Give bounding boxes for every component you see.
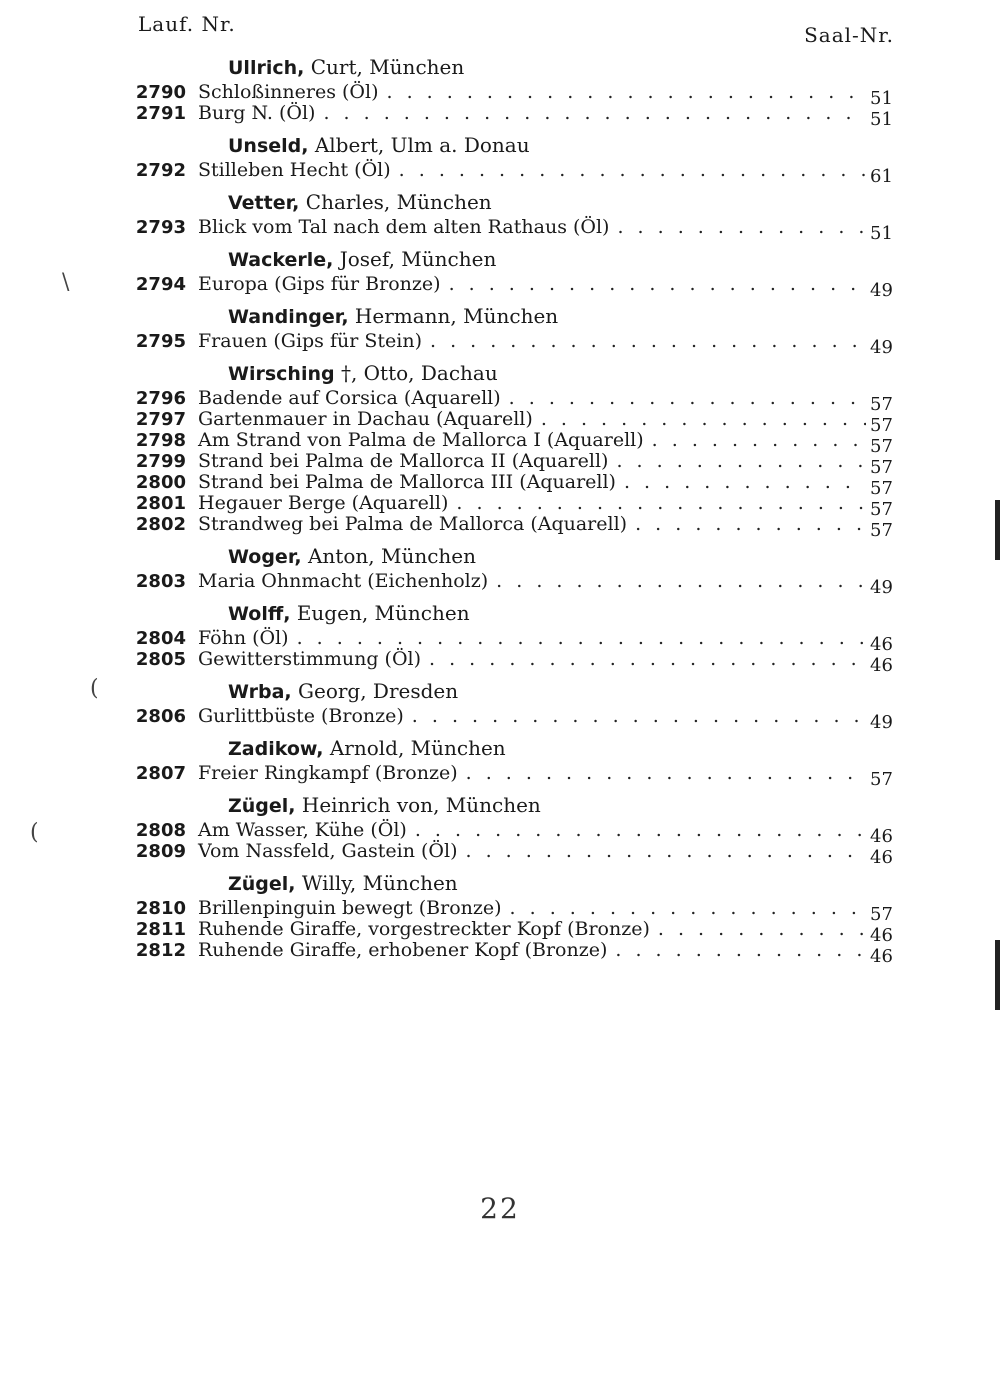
- entry-number: 2805: [135, 649, 186, 670]
- dot-leader: [412, 706, 866, 727]
- entry-room-number: 49: [870, 712, 893, 733]
- artist-detail: Hermann, München: [354, 304, 559, 328]
- entry-room-number: 57: [870, 478, 893, 499]
- entry-number: 2808: [135, 820, 186, 841]
- catalog-entry: [120, 471, 900, 499]
- entry-title: Schloßinneres (Öl): [198, 81, 379, 103]
- artist-heading: [228, 130, 900, 160]
- artist-group: [120, 598, 900, 676]
- entry-title: Frauen (Gips für Stein): [198, 330, 422, 352]
- dot-leader: [466, 841, 867, 862]
- artist-detail: Josef, München: [339, 247, 497, 271]
- artist-name: Wirsching: [228, 363, 335, 385]
- entry-title: Europa (Gips für Bronze): [198, 273, 441, 295]
- entry-title: Gewitterstimmung (Öl): [198, 648, 422, 670]
- catalog-entry: [120, 216, 900, 244]
- margin-pencil-mark: \: [62, 270, 70, 295]
- catalog-entry: [120, 387, 900, 415]
- entry-number: 2804: [135, 628, 186, 649]
- catalog-entry: [120, 939, 900, 967]
- entry-room-number: 57: [870, 436, 893, 457]
- dot-leader: [466, 763, 866, 784]
- dot-leader: [617, 217, 866, 238]
- artist-heading: [228, 598, 900, 628]
- entry-room-number: 51: [870, 88, 893, 109]
- artist-detail: Albert, Ulm a. Donau: [314, 133, 530, 157]
- dot-leader: [652, 430, 866, 451]
- page-header: [0, 8, 1000, 48]
- entry-number: 2801: [135, 493, 186, 514]
- entry-title: Ruhende Giraffe, vorgestreckter Kopf (Bronze): [198, 918, 650, 940]
- entry-number: 2799: [135, 451, 186, 472]
- artist-group: [120, 733, 900, 790]
- artist-name: Woger,: [228, 546, 302, 568]
- entry-room-number: 49: [870, 577, 893, 598]
- artist-name: Zügel,: [228, 795, 296, 817]
- catalog-entry: [120, 570, 900, 598]
- entry-room-number: 46: [870, 946, 893, 967]
- catalog-entry: [120, 762, 900, 790]
- entry-title: Strandweg bei Palma de Mallorca (Aquarell): [198, 513, 628, 535]
- entry-title: Föhn (Öl): [198, 627, 289, 649]
- entry-number: 2803: [135, 571, 186, 592]
- entry-title: Vom Nassfeld, Gastein (Öl): [198, 840, 458, 862]
- artist-heading: [228, 733, 900, 763]
- entry-number: 2806: [135, 706, 186, 727]
- artist-heading: [228, 868, 900, 898]
- dot-leader: [496, 571, 866, 592]
- entry-number: 2795: [135, 331, 186, 352]
- entry-title: Am Wasser, Kühe (Öl): [198, 819, 407, 841]
- catalog-entry: [120, 330, 900, 358]
- artist-name: Wackerle,: [228, 249, 334, 271]
- entry-number: 2790: [135, 82, 186, 103]
- margin-pencil-mark: (: [30, 820, 39, 845]
- entry-room-number: 61: [870, 166, 893, 187]
- dot-leader: [624, 472, 866, 493]
- running-number-column-label: Lauf. Nr.: [138, 12, 236, 36]
- entry-title: Freier Ringkampf (Bronze): [198, 762, 458, 784]
- dot-leader: [429, 649, 866, 670]
- artist-detail: Heinrich von, München: [301, 793, 541, 817]
- dot-leader: [399, 160, 866, 181]
- dot-leader: [616, 451, 866, 472]
- artist-name: Zügel,: [228, 873, 296, 895]
- entry-number: 2797: [135, 409, 186, 430]
- artist-detail: †, Otto, Dachau: [340, 361, 498, 385]
- entry-number: 2812: [135, 940, 186, 961]
- entry-number: 2792: [135, 160, 186, 181]
- artist-heading: [228, 187, 900, 217]
- page-edge-mark: [995, 500, 1000, 560]
- catalog-entry: [120, 159, 900, 187]
- artist-group: [120, 868, 900, 967]
- entry-title: Maria Ohnmacht (Eichenholz): [198, 570, 489, 592]
- artist-heading: [228, 541, 900, 571]
- artist-name: Wandinger,: [228, 306, 349, 328]
- artist-group: [120, 52, 900, 130]
- artist-heading: [228, 52, 900, 82]
- artist-name: Vetter,: [228, 192, 300, 214]
- catalog-entry: [120, 648, 900, 676]
- entry-room-number: 51: [870, 109, 893, 130]
- artist-group: [120, 301, 900, 358]
- entry-room-number: 57: [870, 904, 893, 925]
- dot-leader: [541, 409, 866, 430]
- entry-title: Blick vom Tal nach dem alten Rathaus (Öl): [198, 216, 610, 238]
- entry-room-number: 57: [870, 415, 893, 436]
- entry-room-number: 57: [870, 394, 893, 415]
- artist-detail: Willy, München: [301, 871, 458, 895]
- entry-room-number: 57: [870, 457, 893, 478]
- artist-detail: Arnold, München: [329, 736, 506, 760]
- artist-group: [120, 358, 900, 541]
- artist-name: Wrba,: [228, 681, 292, 703]
- entry-number: 2798: [135, 430, 186, 451]
- dot-leader: [387, 82, 867, 103]
- dot-leader: [658, 919, 866, 940]
- artist-detail: Anton, München: [307, 544, 477, 568]
- artist-detail: Curt, München: [310, 55, 465, 79]
- entry-title: Brillenpinguin bewegt (Bronze): [198, 897, 502, 919]
- entry-title: Hegauer Berge (Aquarell): [198, 492, 449, 514]
- page-edge-mark: [995, 940, 1000, 1010]
- entry-number: 2796: [135, 388, 186, 409]
- margin-pencil-mark: (: [90, 676, 99, 701]
- entry-title: Ruhende Giraffe, erhobener Kopf (Bronze): [198, 939, 608, 961]
- entry-number: 2810: [135, 898, 186, 919]
- catalog-list: [120, 52, 900, 967]
- dot-leader: [323, 103, 866, 124]
- artist-heading: [228, 358, 900, 388]
- dot-leader: [449, 274, 866, 295]
- artist-name: Unseld,: [228, 135, 309, 157]
- entry-title: Badende auf Corsica (Aquarell): [198, 387, 501, 409]
- dot-leader: [615, 940, 866, 961]
- catalog-entry: [120, 897, 900, 925]
- artist-group: [120, 187, 900, 244]
- page-number: 22: [480, 1192, 520, 1225]
- dot-leader: [297, 628, 866, 649]
- entry-room-number: 49: [870, 337, 893, 358]
- dot-leader: [415, 820, 866, 841]
- catalog-entry: [120, 492, 900, 520]
- artist-group: [120, 541, 900, 598]
- entry-title: Am Strand von Palma de Mallorca I (Aquarell): [198, 429, 644, 451]
- entry-title: Stilleben Hecht (Öl): [198, 159, 391, 181]
- dot-leader: [430, 331, 866, 352]
- artist-heading: [228, 676, 900, 706]
- catalog-entry: [120, 273, 900, 301]
- artist-detail: Eugen, München: [296, 601, 470, 625]
- artist-name: Ullrich,: [228, 57, 305, 79]
- entry-room-number: 57: [870, 520, 893, 541]
- entry-number: 2809: [135, 841, 186, 862]
- artist-heading: [228, 244, 900, 274]
- dot-leader: [456, 493, 866, 514]
- entry-room-number: 46: [870, 655, 893, 676]
- catalog-entry: [120, 918, 900, 946]
- entry-number: 2791: [135, 103, 186, 124]
- entry-number: 2807: [135, 763, 186, 784]
- artist-detail: Charles, München: [305, 190, 492, 214]
- catalog-entry: [120, 627, 900, 655]
- entry-number: 2794: [135, 274, 186, 295]
- dot-leader: [510, 898, 866, 919]
- entry-room-number: 49: [870, 280, 893, 301]
- entry-title: Gartenmauer in Dachau (Aquarell): [198, 408, 533, 430]
- entry-title: Strand bei Palma de Mallorca II (Aquarell): [198, 450, 609, 472]
- catalog-entry: [120, 408, 900, 436]
- catalog-entry: [120, 819, 900, 847]
- catalog-entry: [120, 705, 900, 733]
- entry-title: Gurlittbüste (Bronze): [198, 705, 404, 727]
- catalog-entry: [120, 102, 900, 130]
- artist-group: [120, 790, 900, 868]
- entry-title: Strand bei Palma de Mallorca III (Aquarell): [198, 471, 616, 493]
- entry-room-number: 46: [870, 826, 893, 847]
- catalog-entry: [120, 450, 900, 478]
- artist-name: Wolff,: [228, 603, 291, 625]
- artist-group: [120, 676, 900, 733]
- catalog-entry: [120, 429, 900, 457]
- entry-room-number: 46: [870, 847, 893, 868]
- entry-title: Burg N. (Öl): [198, 102, 316, 124]
- dot-leader: [635, 514, 866, 535]
- catalog-entry: [120, 81, 900, 109]
- entry-number: 2811: [135, 919, 186, 940]
- entry-number: 2800: [135, 472, 186, 493]
- catalog-entry: [120, 513, 900, 541]
- artist-name: Zadikow,: [228, 738, 324, 760]
- artist-group: [120, 244, 900, 301]
- artist-group: [120, 130, 900, 187]
- artist-heading: [228, 301, 900, 331]
- entry-number: 2793: [135, 217, 186, 238]
- artist-heading: [228, 790, 900, 820]
- entry-room-number: 46: [870, 634, 893, 655]
- artist-detail: Georg, Dresden: [298, 679, 459, 703]
- dot-leader: [509, 388, 866, 409]
- entry-number: 2802: [135, 514, 186, 535]
- entry-room-number: 57: [870, 769, 893, 790]
- entry-room-number: 46: [870, 925, 893, 946]
- entry-room-number: 51: [870, 223, 893, 244]
- room-number-column-label: Saal-Nr.: [804, 23, 894, 47]
- entry-room-number: 57: [870, 499, 893, 520]
- catalog-entry: [120, 840, 900, 868]
